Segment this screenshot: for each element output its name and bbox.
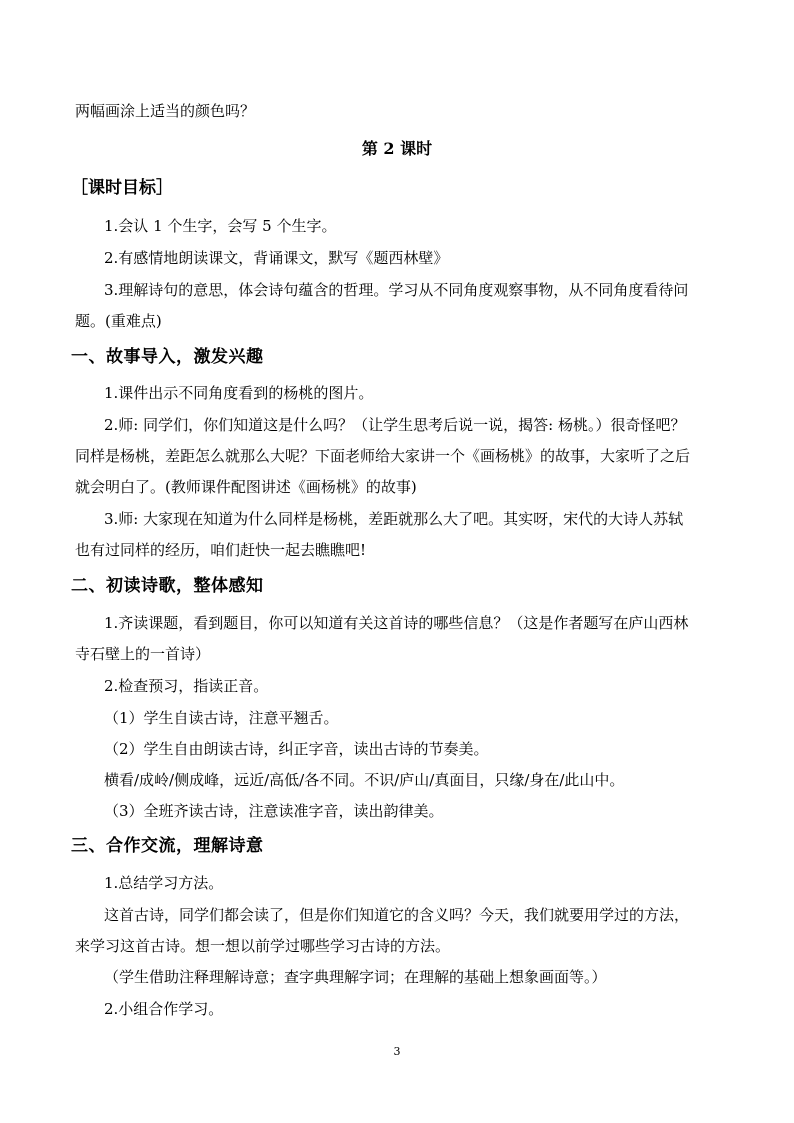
paragraph-line: 2.检查预习，指读正音。 bbox=[104, 677, 269, 695]
poem-rhythm-line: 横看/成岭/侧成峰，远近/高低/各不同。不识/庐山/真面目，只缘/身在/此山中。 bbox=[104, 771, 625, 789]
section-heading-1: 一、故事导入，激发兴趣 bbox=[71, 347, 264, 367]
paragraph-line: （2）学生自由朗读古诗，纠正字音，读出古诗的节奏美。 bbox=[104, 740, 489, 758]
paragraph-line: 这首古诗，同学们都会读了，但是你们知道它的含义吗？今天，我们就要用学过的方法， bbox=[104, 906, 690, 924]
paragraph-line: 1.齐读课题，看到题目，你可以知道有关这首诗的哪些信息？（这是作者题写在庐山西林 bbox=[104, 614, 689, 632]
paragraph-line: （1）学生自读古诗，注意平翘舌。 bbox=[104, 709, 339, 727]
objective-item: 2.有感情地朗读课文，背诵课文，默写《题西林壁》 bbox=[104, 249, 449, 267]
paragraph-line: 也有过同样的经历，咱们赶快一起去瞧瞧吧! bbox=[75, 541, 367, 559]
objective-item-continued: 题。(重难点) bbox=[75, 312, 162, 330]
paragraph-line: 来学习这首古诗。想一想以前学过哪些学习古诗的方法。 bbox=[75, 937, 451, 955]
section-heading-2: 二、初读诗歌，整体感知 bbox=[71, 576, 264, 596]
page-number: 3 bbox=[393, 1045, 401, 1058]
continuation-text: 两幅画涂上适当的颜色吗？ bbox=[75, 102, 256, 120]
paragraph-line: 就会明白了。(教师课件配图讲述《画杨桃》的故事) bbox=[75, 478, 417, 496]
paragraph-line: 1.总结学习方法。 bbox=[104, 874, 224, 892]
paragraph-line: 3.师: 大家现在知道为什么同样是杨桃，差距就那么大了吧。其实呀，宋代的大诗人苏轼 bbox=[104, 510, 684, 528]
paragraph-line: 2.师: 同学们，你们知道这是什么吗？（让学生思考后说一说，揭答: 杨桃。）很奇怪吧？ bbox=[104, 416, 686, 434]
paragraph-line: 同样是杨桃，差距怎么就那么大呢？下面老师给大家讲一个《画杨桃》的故事，大家听了之后 bbox=[75, 447, 691, 465]
section-heading-3: 三、合作交流，理解诗意 bbox=[71, 836, 264, 856]
objectives-heading: ［课时目标］ bbox=[71, 178, 173, 198]
paragraph-line: 2.小组合作学习。 bbox=[104, 1000, 224, 1018]
lesson-title: 第 2 课时 bbox=[361, 139, 433, 158]
paragraph-line: （学生借助注释理解诗意；查字典理解字词；在理解的基础上想象画面等。） bbox=[104, 968, 607, 986]
paragraph-line: （3）全班齐读古诗，注意读准字音，读出韵律美。 bbox=[104, 802, 444, 820]
objective-item: 1.会认 1 个生字，会写 5 个生字。 bbox=[104, 217, 337, 235]
paragraph-line: 寺石壁上的一首诗） bbox=[75, 645, 211, 663]
objective-item: 3.理解诗句的意思，体会诗句蕴含的哲理。学习从不同角度观察事物，从不同角度看待问 bbox=[104, 281, 689, 299]
paragraph-line: 1.课件出示不同角度看到的杨桃的图片。 bbox=[104, 384, 374, 402]
